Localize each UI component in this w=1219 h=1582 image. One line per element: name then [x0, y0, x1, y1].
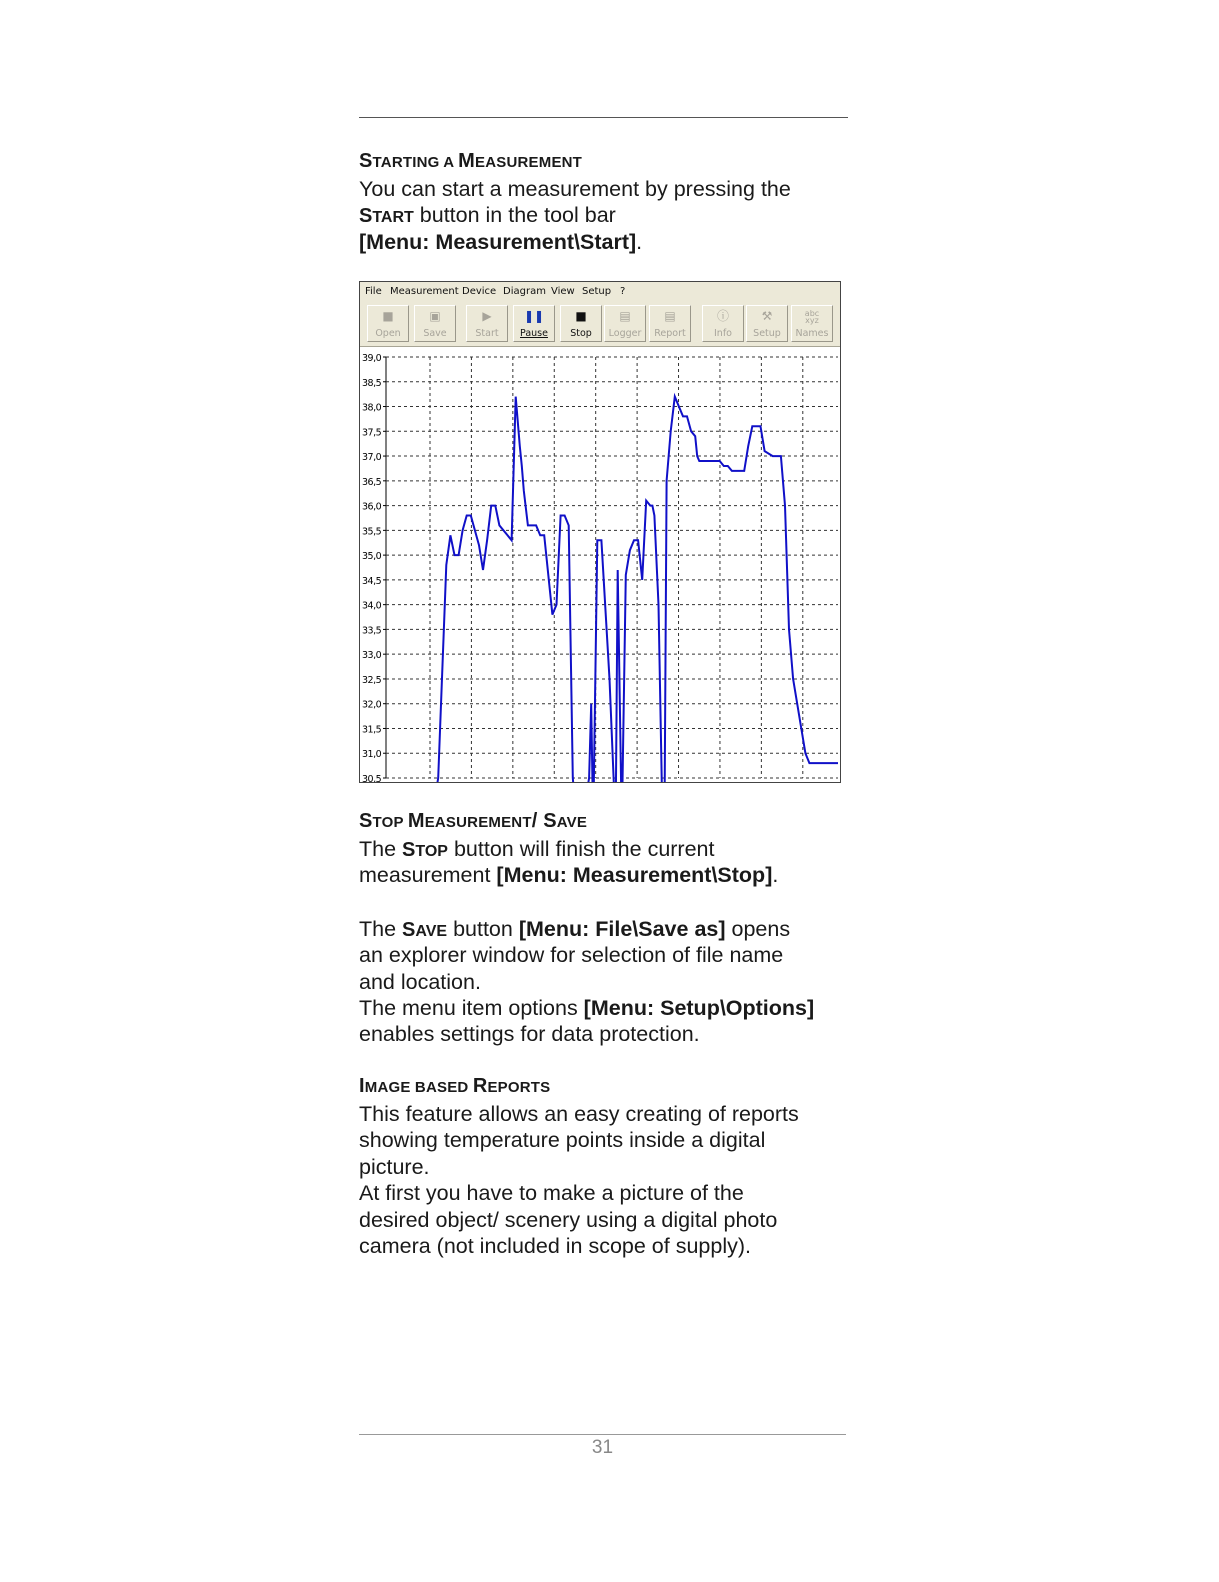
menu-diagram[interactable]: Diagram — [503, 286, 546, 297]
paragraph-line: The STOP button will finish the current — [359, 837, 715, 861]
paragraph-line: camera (not included in scope of supply). — [359, 1234, 751, 1258]
heading-starting-measurement: STARTING A MEASUREMENT — [359, 150, 583, 172]
paragraph-line: measurement [Menu: Measurement\Stop]. — [359, 863, 779, 887]
page-number: 31 — [591, 1437, 614, 1458]
floppy-icon: ▣ — [429, 309, 441, 323]
y-tick-label: 33,5 — [362, 625, 382, 637]
menu-file[interactable]: File — [365, 286, 382, 297]
y-tick-label: 32,0 — [362, 699, 382, 711]
menu-measurement[interactable]: Measurement — [390, 286, 459, 297]
chart-svg — [360, 347, 840, 782]
paragraph-line: picture. — [359, 1155, 430, 1179]
y-tick-label: 35,5 — [362, 526, 382, 538]
temperature-chart — [360, 347, 840, 782]
temperature-series-line — [430, 397, 838, 782]
start-button[interactable]: ▶ Start — [466, 305, 508, 342]
heading-image-based-reports: IMAGE BASED REPORTS — [359, 1075, 551, 1097]
open-button[interactable]: ■ Open — [367, 305, 409, 342]
y-tick-label: 33,0 — [362, 650, 382, 662]
info-icon: ⓘ — [716, 309, 729, 323]
save-button[interactable]: ▣ Save — [414, 305, 456, 342]
logger-icon: ▤ — [619, 309, 631, 323]
tools-icon: ⚒ — [761, 309, 773, 323]
menu-bar — [360, 282, 840, 303]
paragraph-line: At first you have to make a picture of the — [359, 1181, 744, 1205]
paragraph-line: The menu item options [Menu: Setup\Options] — [359, 996, 815, 1020]
menu-setup[interactable]: Setup — [582, 286, 612, 297]
pause-button[interactable]: ❚❚ Pause — [513, 305, 555, 342]
y-tick-label: 36,5 — [362, 476, 382, 488]
paragraph-line: showing temperature points inside a digital — [359, 1128, 766, 1152]
paragraph-line: desired object/ scenery using a digital photo — [359, 1208, 778, 1232]
report-button[interactable]: ▤ Report — [649, 305, 691, 342]
heading-stop-measurement-save: STOP MEASUREMENT/ SAVE — [359, 810, 588, 832]
setup-button[interactable]: ⚒ Setup — [746, 305, 788, 342]
y-tick-label: 38,0 — [362, 402, 382, 414]
logger-button[interactable]: ▤ Logger — [604, 305, 646, 342]
app-screenshot — [359, 281, 841, 783]
stop-icon: ■ — [575, 309, 587, 323]
y-tick-label: 38,5 — [362, 377, 382, 389]
paragraph-line: This feature allows an easy creating of reports — [359, 1102, 799, 1126]
names-button[interactable]: abc xyz Names — [791, 305, 833, 342]
y-tick-label: 35,0 — [362, 551, 382, 563]
menu-view[interactable]: View — [551, 286, 575, 297]
menu-help[interactable]: ? — [620, 286, 626, 297]
y-tick-label: 37,5 — [362, 427, 382, 439]
header-rule — [359, 117, 848, 118]
paragraph-line: enables settings for data protection. — [359, 1022, 700, 1046]
y-tick-label: 36,0 — [362, 501, 382, 513]
paragraph-line: START button in the tool bar — [359, 203, 616, 227]
play-icon: ▶ — [482, 309, 492, 323]
paragraph-line: and location. — [359, 970, 481, 994]
y-tick-label: 34,5 — [362, 575, 382, 587]
info-button[interactable]: ⓘ Info — [702, 305, 744, 342]
paragraph-line: an explorer window for selection of file name — [359, 943, 784, 967]
abc-xyz-icon: abc xyz — [804, 309, 820, 325]
y-tick-label: 37,0 — [362, 452, 382, 464]
open-folder-icon: ■ — [382, 309, 394, 323]
pause-icon: ❚❚ — [523, 309, 545, 323]
y-tick-label: 30,5 — [362, 774, 382, 782]
footer-rule — [359, 1434, 846, 1435]
paragraph-line: [Menu: Measurement\Start]. — [359, 230, 643, 254]
y-tick-label: 31,5 — [362, 724, 382, 736]
menu-device[interactable]: Device — [462, 286, 497, 297]
y-tick-label: 39,0 — [362, 353, 382, 364]
y-tick-label: 32,5 — [362, 674, 382, 686]
y-tick-label: 31,0 — [362, 749, 382, 761]
paragraph-line: You can start a measurement by pressing the — [359, 177, 791, 201]
stop-button[interactable]: ■ Stop — [560, 305, 602, 342]
paragraph-line: The SAVE button [Menu: File\Save as] opens — [359, 917, 791, 941]
toolbar — [360, 302, 840, 347]
y-tick-label: 34,0 — [362, 600, 382, 612]
report-icon: ▤ — [664, 309, 676, 323]
